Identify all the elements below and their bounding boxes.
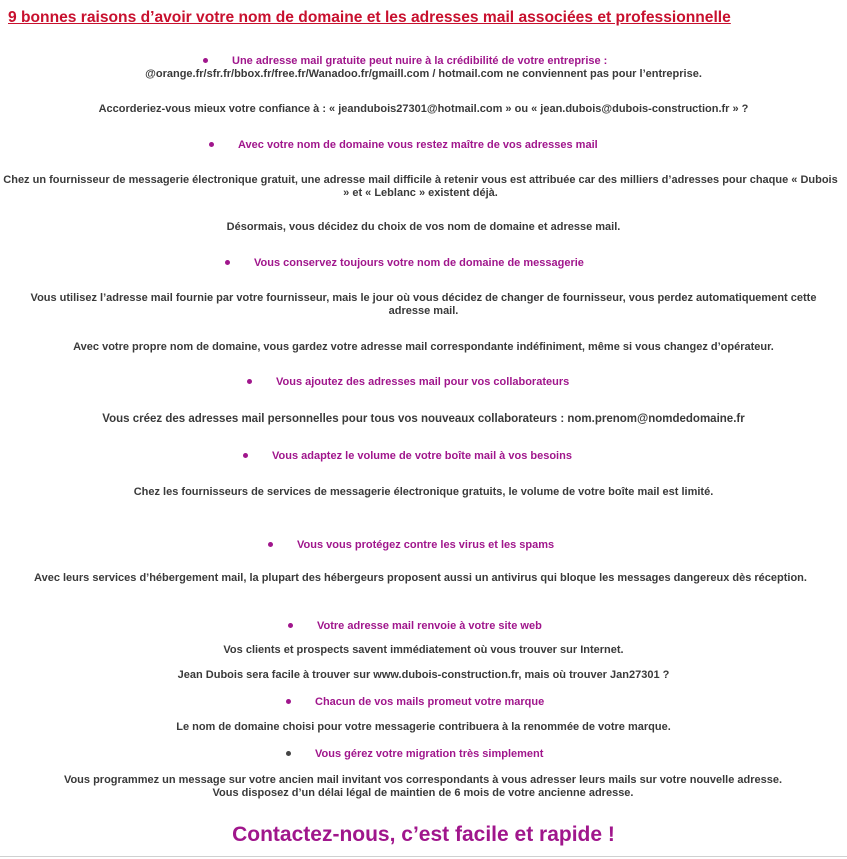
section-paragraph: Vous programmez un message sur votre ancien mail invitant vos correspondants à vous adresser leurs mails sur votre nouvelle adresse. Vous disposez d’un délai légal de maintien de 6 mois de votre ancienne adresse.	[63, 774, 783, 799]
section-paragraph: Chez un fournisseur de messagerie électronique gratuit, une adresse mail difficile à retenir vous est attribuée car des milliers d’adresses pour chaque « Dubois » et « Leblanc » existent déjà.	[3, 174, 838, 199]
bullet-icon	[243, 453, 248, 458]
bullet-icon	[225, 260, 230, 265]
bullet-icon	[247, 379, 252, 384]
section-heading-text: Vous ajoutez des adresses mail pour vos collaborateurs	[276, 376, 570, 388]
bullet-icon	[203, 58, 208, 63]
bottom-divider	[0, 856, 847, 857]
section-heading-text: Vous vous protégez contre les virus et les spams	[297, 539, 555, 551]
bullet-icon	[288, 623, 293, 628]
section-paragraph: Chez les fournisseurs de services de messagerie électronique gratuits, le volume de votre boîte mail est limité.	[133, 486, 714, 498]
section-heading	[286, 748, 543, 761]
section-heading-text: Chacun de vos mails promeut votre marque	[315, 696, 545, 708]
section-paragraph: @orange.fr/sfr.fr/bbox.fr/free.fr/Wanadoo.fr/gmaill.com / hotmail.com ne conviennent pas pour l’entreprise.	[145, 68, 702, 80]
section-heading-text: Votre adresse mail renvoie à votre site web	[317, 620, 542, 632]
section-paragraph: Vos clients et prospects savent immédiatement où vous trouver sur Internet.	[223, 644, 624, 656]
bullet-icon	[286, 751, 291, 756]
section-paragraph: Le nom de domaine choisi pour votre messagerie contribuera à la renommée de votre marque.	[176, 721, 671, 733]
section-paragraph: Désormais, vous décidez du choix de vos nom de domaine et adresse mail.	[226, 221, 621, 233]
contact-call-to-action: Contactez-nous, c’est facile et rapide !	[232, 823, 615, 846]
section-heading-text: Vous gérez votre migration très simplement	[315, 748, 544, 760]
section-heading	[209, 139, 598, 152]
section-paragraph: Accorderiez-vous mieux votre confiance à : « jeandubois27301@hotmail.com » ou « jean.dubois@dubois-construction.fr » ?	[98, 103, 749, 115]
section-heading-text: Vous conservez toujours votre nom de domaine de messagerie	[254, 257, 584, 269]
section-paragraph: Jean Dubois sera facile à trouver sur www.dubois-construction.fr, mais où trouver Jan27301 ?	[177, 669, 670, 681]
section-heading-text: Une adresse mail gratuite peut nuire à la crédibilité de votre entreprise :	[232, 55, 608, 67]
bullet-icon	[209, 142, 214, 147]
section-paragraph: Vous utilisez l’adresse mail fournie par votre fournisseur, mais le jour où vous décidez de changer de fournisseur, vous perdez automatiquement cette adresse mail.	[30, 292, 817, 317]
section-paragraph: Avec leurs services d’hébergement mail, la plupart des hébergeurs proposent aussi un antivirus qui bloque les messages dangereux dès réception.	[34, 572, 807, 584]
bullet-icon	[268, 542, 273, 547]
section-heading	[288, 620, 542, 633]
section-paragraph: Vous créez des adresses mail personnelles pour tous vos nouveaux collaborateurs : nom.prenom@nomdedomaine.fr	[102, 413, 745, 425]
section-heading-text: Avec votre nom de domaine vous restez maître de vos adresses mail	[238, 139, 598, 151]
section-heading-text: Vous adaptez le volume de votre boîte mail à vos besoins	[272, 450, 572, 462]
section-paragraph: Avec votre propre nom de domaine, vous gardez votre adresse mail correspondante indéfiniment, même si vous changez d’opérateur.	[73, 341, 774, 353]
section-heading	[268, 539, 554, 552]
section-heading	[225, 257, 584, 270]
document-title: 9 bonnes raisons d’avoir votre nom de domaine et les adresses mail associées et professionnelle	[8, 9, 731, 26]
section-heading	[286, 696, 544, 709]
section-heading	[203, 55, 607, 68]
bullet-icon	[286, 699, 291, 704]
section-heading	[243, 450, 572, 463]
section-heading	[247, 376, 569, 389]
